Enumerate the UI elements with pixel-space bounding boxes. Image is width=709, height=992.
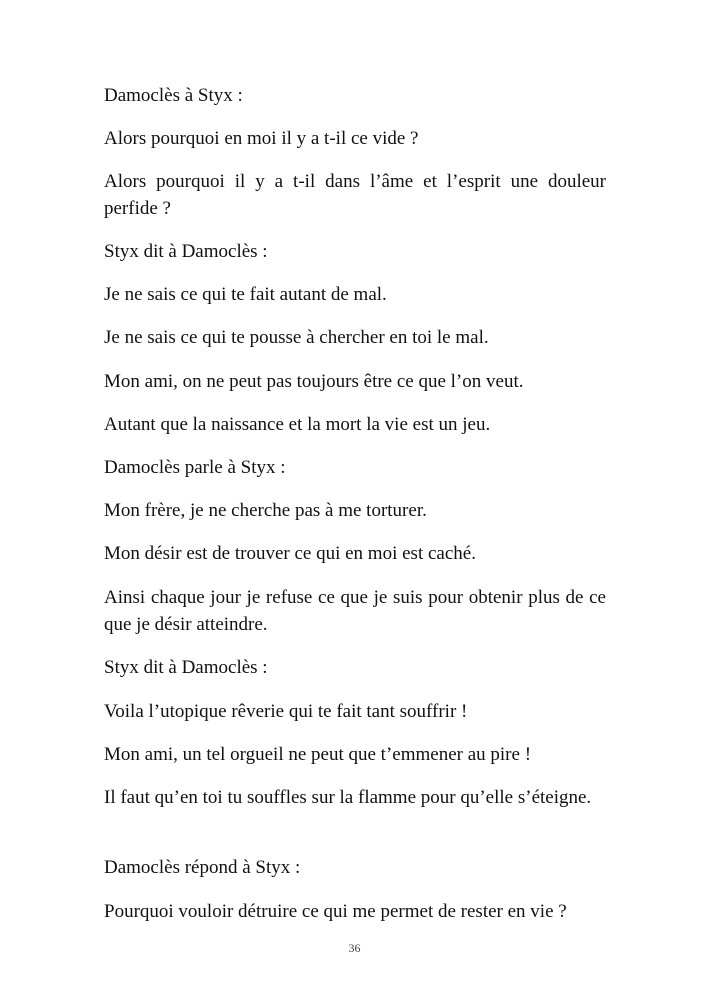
verse-line: Alors pourquoi il y a t-il dans l’âme et l’esprit une douleur perfide ? bbox=[104, 171, 606, 219]
verse-line: Mon frère, je ne cherche pas à me torturer. bbox=[104, 500, 427, 521]
verse-line: Alors pourquoi en moi il y a t-il ce vide ? bbox=[104, 128, 419, 149]
verse-line: Pourquoi vouloir détruire ce qui me permet de rester en vie ? bbox=[104, 901, 567, 922]
verse-line: Je ne sais ce qui te fait autant de mal. bbox=[104, 284, 387, 305]
verse-line: Mon ami, un tel orgueil ne peut que t’emmener au pire ! bbox=[104, 744, 532, 765]
verse-line: Autant que la naissance et la mort la vie est un jeu. bbox=[104, 414, 491, 435]
verse-line: Mon désir est de trouver ce qui en moi est caché. bbox=[104, 543, 476, 564]
page-number: 36 bbox=[348, 941, 361, 955]
speaker-line: Damoclès parle à Styx : bbox=[104, 457, 286, 478]
speaker-line: Damoclès à Styx : bbox=[104, 85, 243, 106]
verse-line: Voila l’utopique rêverie qui te fait tant souffrir ! bbox=[104, 701, 468, 722]
speaker-line: Styx dit à Damoclès : bbox=[104, 241, 268, 262]
verse-line: Ainsi chaque jour je refuse ce que je suis pour obtenir plus de ce que je désir atteindre. bbox=[104, 587, 606, 635]
speaker-line: Styx dit à Damoclès : bbox=[104, 657, 268, 678]
speaker-line: Damoclès répond à Styx : bbox=[104, 857, 301, 878]
verse-line: Mon ami, on ne peut pas toujours être ce que l’on veut. bbox=[104, 371, 524, 392]
verse-line: Il faut qu’en toi tu souffles sur la flamme pour qu’elle s’éteigne. bbox=[104, 787, 592, 808]
verse-line: Je ne sais ce qui te pousse à chercher en toi le mal. bbox=[104, 327, 489, 348]
